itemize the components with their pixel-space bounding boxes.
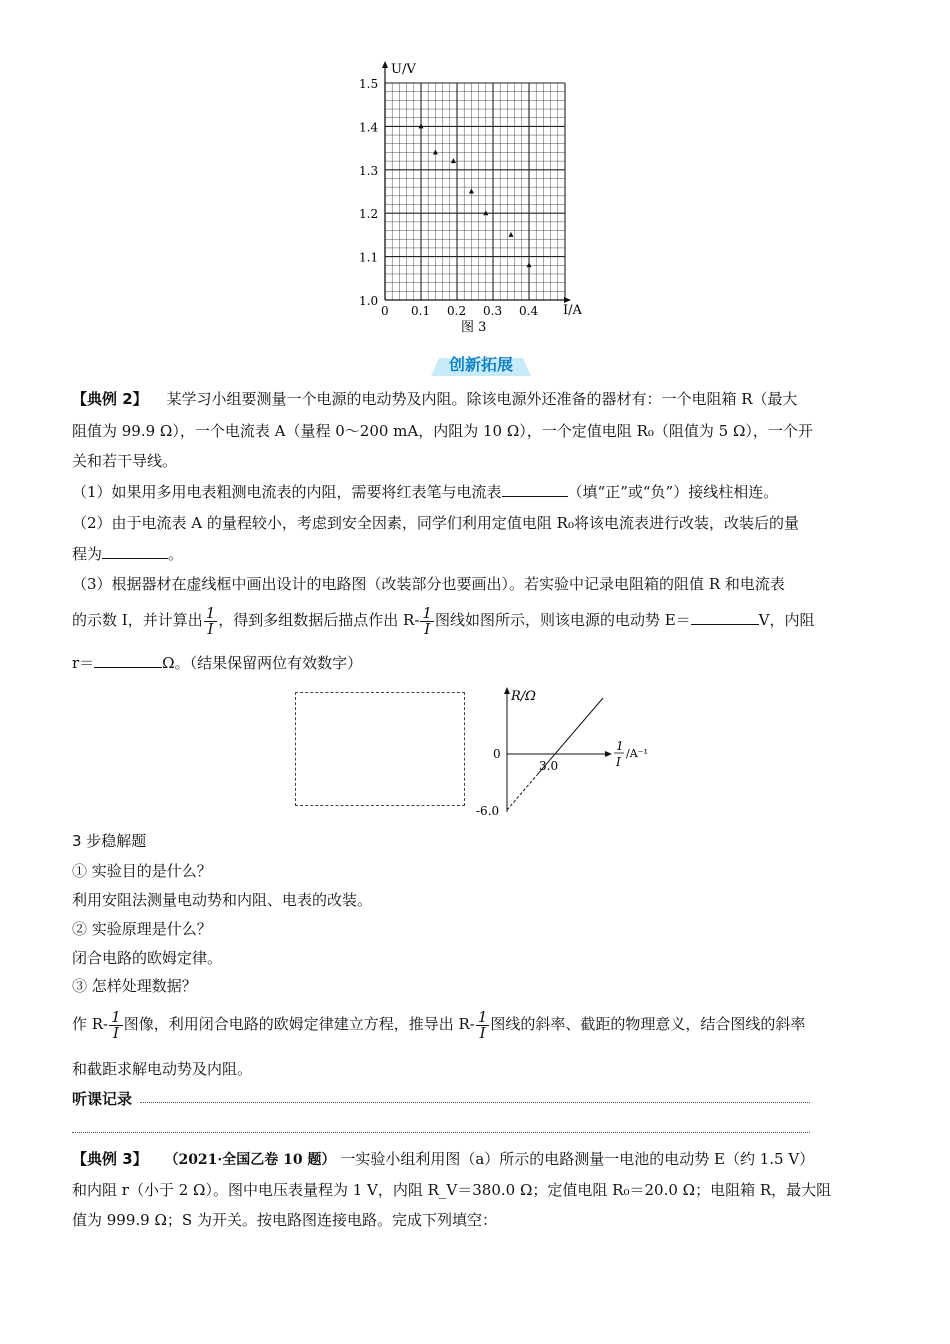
q3-text-d: V，内阻: [758, 611, 815, 629]
q3-line1: （3）根据器材在虚线框中画出设计的电路图（改装部分也要画出）。若实验中记录电阻箱的阻值 R 和电流表: [72, 575, 785, 593]
q3-text-c: 图线如图所示，则该电源的电动势 E＝: [434, 611, 691, 629]
circuit-drawing-box[interactable]: [295, 692, 465, 806]
example3-line1: 一实验小组利用图（a）所示的电路测量一电池的电动势 E（约 1.5 V）: [340, 1150, 815, 1168]
step2-question: ② 实验原理是什么？: [72, 920, 212, 938]
graph2-y-label: R/Ω: [511, 689, 536, 704]
y-axis-label: U/V: [391, 62, 416, 77]
step3-answer-a: 作 R-: [72, 1015, 109, 1033]
example3-line2: 和内阻 r（小于 2 Ω）。图中电压表量程为 1 V，内阻 R_V＝380.0 Ω；定值电阻 R₀＝20.0 Ω；电阻箱 R，最大阻: [72, 1181, 832, 1199]
y-tick-label: 1.1: [359, 250, 379, 265]
fraction-1-over-i: $\frac{1}{I}$: [111, 1007, 121, 1042]
step1-answer: 利用安阻法测量电动势和内阻、电表的改装。: [72, 891, 373, 909]
data-point: [451, 158, 456, 163]
chart-axes: [382, 61, 571, 303]
graph2-x-intercept-label: 3.0: [539, 759, 559, 773]
example3-label: 【典例 3】: [72, 1150, 148, 1168]
graph2-origin-label: 0: [493, 747, 501, 761]
q2-text-end: 。: [168, 545, 184, 563]
q3-text-r: r＝: [72, 654, 95, 672]
r-vs-inverse-i-graph: [476, 682, 676, 822]
graph2-x-label-den: I: [616, 755, 621, 769]
fit-line-extrapolated: [507, 775, 537, 810]
step3-question: ③ 怎样处理数据？: [72, 977, 197, 995]
step3-answer-c: 图线的斜率、截距的物理意义，结合图线的斜率: [490, 1015, 806, 1033]
x-tick-label: 0.1: [411, 304, 431, 318]
figure3-chart: [355, 55, 605, 345]
example3-source: （2021·全国乙卷 10 题）: [164, 1152, 336, 1168]
notes-label: 听课记录: [72, 1090, 133, 1108]
q2-answer-blank[interactable]: [102, 543, 168, 559]
q1-text: （1）如果用多用电表粗测电流表的内阻，需要将红表笔与电流表: [72, 483, 502, 501]
step2-answer: 闭合电路的欧姆定律。: [72, 949, 223, 967]
x-axis-label: I/A: [563, 303, 582, 318]
data-point: [527, 262, 532, 267]
fraction-1-over-i: $\frac{1}{I}$: [205, 603, 216, 638]
graph2-y-intercept-label: -6.0: [476, 804, 500, 818]
data-point: [433, 149, 438, 154]
y-tick-label: 1.2: [359, 207, 379, 222]
q2-line1: （2）由于电流表 A 的量程较小，考虑到安全因素，同学们利用定值电阻 R₀将该电流表进行改装，改装后的量: [72, 514, 799, 532]
example2-label: 【典例 2】: [72, 390, 148, 408]
data-point: [469, 189, 474, 194]
emf-answer-blank[interactable]: [691, 609, 759, 625]
steps-title: 3 步稳解题: [72, 832, 147, 850]
y-tick-label: 1.4: [359, 120, 379, 135]
y-tick-label: 1.0: [359, 294, 379, 308]
q1-text-end: （填“正”或“负”）接线柱相连。: [567, 483, 779, 501]
q1-answer-blank[interactable]: [502, 481, 568, 497]
graph2-x-label-num: 1: [616, 739, 624, 753]
section-banner: [427, 354, 535, 378]
x-tick-label: 0.2: [447, 304, 467, 318]
example2-line1: 某学习小组要测量一个电源的电动势及内阻。除该电源外还准备的器材有：一个电阻箱 R（最大: [166, 390, 798, 408]
graph2-x-label-unit: /A⁻¹: [626, 747, 648, 760]
y-tick-label: 1.3: [359, 163, 379, 178]
q3-text-b: ，得到多组数据后描点作出 R-: [218, 611, 420, 629]
chart-grid: [385, 83, 565, 300]
q3-text-end: Ω。（结果保留两位有效数字）: [162, 654, 363, 672]
y-tick-label: 1.5: [359, 77, 379, 91]
notes-line-2[interactable]: [72, 1132, 810, 1133]
fraction-1-over-i: $\frac{1}{I}$: [477, 1007, 488, 1042]
x-tick-label: 0: [381, 304, 389, 318]
q2-text: 程为: [72, 545, 103, 563]
example3-line3: 值为 999.9 Ω；S 为开关。按电路图连接电路。完成下列填空：: [72, 1211, 497, 1229]
example2-line2: 阻值为 99.9 Ω），一个电流表 A（量程 0～200 mA，内阻为 10 Ω），一个定值电阻 R₀（阻值为 5 Ω），一个开: [72, 422, 813, 440]
figure-caption: 图 3: [461, 320, 487, 335]
x-tick-label: 0.4: [519, 304, 539, 318]
r-answer-blank[interactable]: [94, 652, 162, 668]
step3-answer-line2: 和截距求解电动势及内阻。: [72, 1060, 253, 1078]
step1-question: ① 实验目的是什么？: [72, 862, 212, 880]
banner-title: 创新拓展: [448, 355, 513, 374]
x-tick-label: 0.3: [483, 304, 503, 318]
notes-line-1[interactable]: [140, 1102, 810, 1103]
fraction-1-over-i: $\frac{1}{I}$: [422, 603, 432, 638]
data-point: [509, 232, 514, 237]
q3-text-a: 的示数 I，并计算出: [72, 611, 203, 629]
example2-line3: 关和若干导线。: [72, 452, 178, 470]
step3-answer-b: 图像，利用闭合电路的欧姆定律建立方程，推导出 R-: [123, 1015, 475, 1033]
